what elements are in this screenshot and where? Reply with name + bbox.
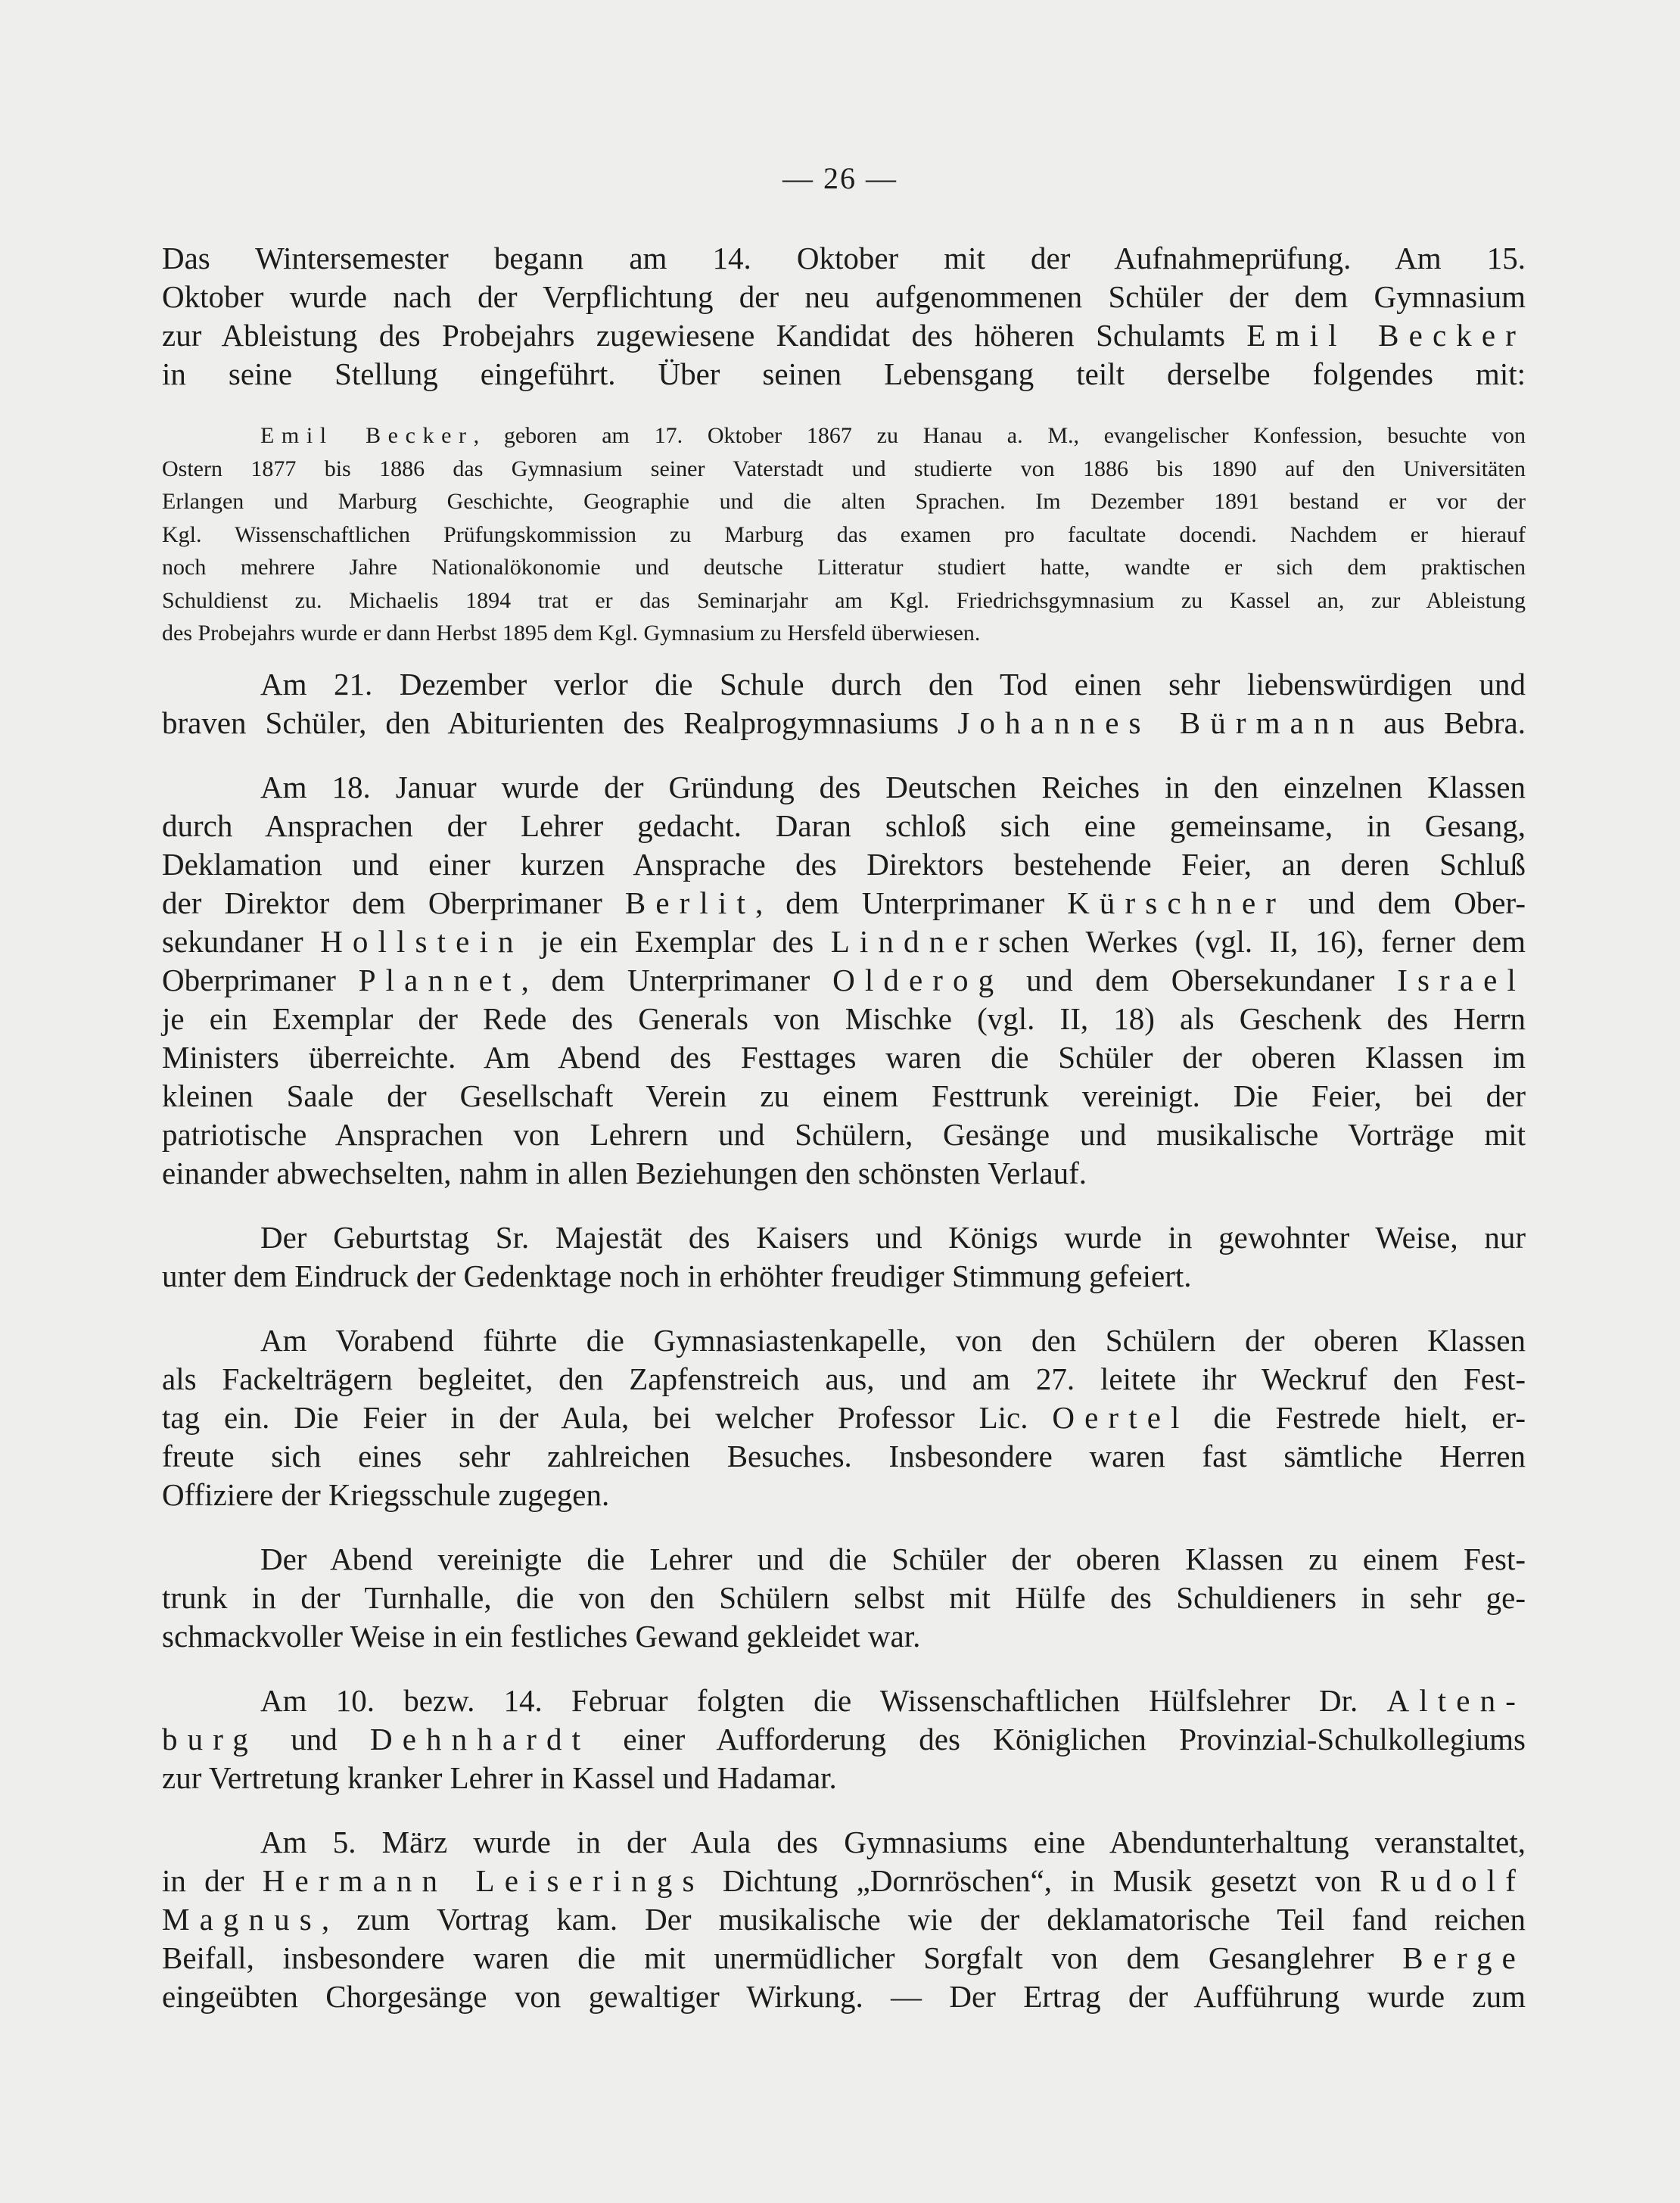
text-segment: Ministers überreichte. Am Abend des Festtages waren die Schüler der oberen Klassen im xyxy=(162,1039,1526,1075)
text-line xyxy=(162,1540,1526,1579)
text-line xyxy=(162,419,1526,453)
text-segment: zur Ableistung des Probejahrs zugewiesene Kandidat des höheren Schulamts xyxy=(162,318,1247,353)
text-line xyxy=(162,1154,1526,1193)
text-segment: Erlangen und Marburg Geschichte, Geographie und die alten Sprachen. Im Dezember 1891 bestand er vor der xyxy=(162,489,1526,514)
spaced-name: Rudolf xyxy=(1380,1862,1526,1898)
text-line xyxy=(162,239,1526,278)
text-segment: Beifall, insbesondere waren die mit unermüdlicher Sorgfalt von dem Gesanglehrer xyxy=(162,1940,1403,1975)
text-segment: patriotische Ansprachen von Lehrern und Schülern, Gesänge und musikalische Vorträge mit xyxy=(162,1116,1526,1152)
text-line xyxy=(162,1116,1526,1154)
text-line xyxy=(162,807,1526,845)
text-segment: Der Geburtstag Sr. Majestät des Kaisers und Königs wurde in gewohnter Weise, nur xyxy=(260,1219,1526,1255)
text-segment: , zum Vortrag kam. Der musikalische wie der deklamatorische Teil fand reichen xyxy=(321,1901,1526,1937)
text-line xyxy=(162,1823,1526,1862)
spaced-name: Hermann Leiserings xyxy=(262,1862,705,1898)
text-segment: Am 21. Dezember verlor die Schule durch den Tod einen sehr liebenswürdigen und xyxy=(260,666,1526,702)
text-line xyxy=(162,1862,1526,1900)
text-line xyxy=(162,1617,1526,1656)
text-segment: einer Aufforderung des Königlichen Provinzial-Schulkollegiums xyxy=(590,1721,1526,1756)
text-segment: Der Abend vereinigte die Lehrer und die Schüler der oberen Klassen zu einem Fest- xyxy=(260,1541,1526,1576)
text-segment: Das Wintersemester begann am 14. Oktober mit der Aufnahmeprüfung. Am 15. xyxy=(162,241,1526,275)
text-line xyxy=(162,1579,1526,1617)
text-line xyxy=(162,768,1526,807)
paragraph xyxy=(162,239,1526,394)
text-line xyxy=(162,1437,1526,1476)
text-segment: aus Bebra. xyxy=(1364,705,1526,740)
text-line xyxy=(162,453,1526,486)
text-segment: freute sich eines sehr zahlreichen Besuches. Insbesondere waren fast sämtliche Herren xyxy=(162,1438,1526,1473)
text-line xyxy=(162,961,1526,1000)
paragraph xyxy=(162,1682,1526,1797)
paragraph xyxy=(162,1540,1526,1656)
text-segment: unter dem Eindruck der Gedenktage noch in erhöhter freudiger Stimmung gefeiert. xyxy=(162,1258,1192,1293)
text-segment: des Probejahrs wurde er dann Herbst 1895 dem Kgl. Gymnasium zu Hersfeld überwiesen. xyxy=(162,621,981,646)
text-segment: schen Werkes (vgl. II, 16), ferner dem xyxy=(998,923,1526,959)
paragraph xyxy=(162,665,1526,742)
text-segment: sekundaner xyxy=(162,923,321,959)
text-segment: , dem Unterprimaner xyxy=(521,962,833,997)
text-line xyxy=(162,278,1526,316)
text-segment: schmackvoller Weise in ein festliches Gewand gekleidet war. xyxy=(162,1618,921,1654)
text-segment: und dem Obersekundaner xyxy=(1003,962,1398,997)
text-line xyxy=(162,1476,1526,1514)
text-line xyxy=(162,1720,1526,1759)
text-line xyxy=(162,845,1526,884)
spaced-name: Magnus xyxy=(162,1901,322,1937)
text-segment: der Direktor dem Oberprimaner xyxy=(162,885,625,920)
text-segment: eingeübten Chorgesänge von gewaltiger Wirkung. — Der Ertrag der Aufführung wurde zum xyxy=(162,1978,1526,2014)
text-line xyxy=(162,1399,1526,1437)
spaced-name: Oertel xyxy=(1052,1399,1190,1435)
text-segment: als Fackelträgern begleitet, den Zapfenstreich aus, und am 27. leitete ihr Weckruf den Fest- xyxy=(162,1361,1526,1396)
spaced-name: Emil Becker xyxy=(1246,318,1526,353)
text-segment: Oberprimaner xyxy=(162,962,359,997)
text-segment: tag ein. Die Feier in der Aula, bei welcher Professor Lic. xyxy=(162,1399,1053,1435)
spaced-name: Kürschner xyxy=(1067,885,1286,920)
text-segment: kleinen Saale der Gesellschaft Verein zu einem Festtrunk vereinigt. Die Feier, bei der xyxy=(162,1078,1526,1113)
text-segment: trunk in der Turnhalle, die von den Schülern selbst mit Hülfe des Schuldieners in sehr ge- xyxy=(162,1579,1526,1615)
text-segment: Schuldienst zu. Michaelis 1894 trat er das Seminarjahr am Kgl. Friedrichsgymnasium zu Kassel an, zur Ableistung xyxy=(162,587,1526,613)
text-line xyxy=(162,1939,1526,1977)
spaced-name: Israel xyxy=(1397,962,1526,997)
text-line xyxy=(162,923,1526,961)
spaced-name: Plannet xyxy=(358,962,521,997)
text-segment: Deklamation und einer kurzen Ansprache des Direktors bestehende Feier, an deren Schluß xyxy=(162,846,1526,882)
spaced-name: Hollstein xyxy=(320,923,524,959)
text-line xyxy=(162,584,1526,618)
text-line xyxy=(162,1977,1526,2016)
paragraph xyxy=(162,1823,1526,2016)
text-segment: je ein Exemplar des xyxy=(523,923,831,959)
spaced-name: Johannes Bürmann xyxy=(957,705,1365,740)
spaced-name: Lindner xyxy=(830,923,999,959)
text-segment: braven Schüler, den Abiturienten des Realprogymnasiums xyxy=(162,705,958,740)
text-segment: Dichtung „Dornröschen“, in Musik gesetzt von xyxy=(704,1862,1380,1898)
text-line xyxy=(162,1682,1526,1720)
text-line xyxy=(162,884,1526,923)
text-line xyxy=(162,1257,1526,1296)
page-number: — 26 — xyxy=(782,161,898,195)
text-line xyxy=(162,316,1526,355)
spaced-name: Dehnhardt xyxy=(369,1721,591,1756)
text-segment: in der xyxy=(162,1862,263,1898)
text-segment: Am 5. März wurde in der Aula des Gymnasiums eine Abendunterhaltung veranstaltet, xyxy=(260,1824,1526,1859)
text-segment: und dem Ober- xyxy=(1286,885,1526,920)
text-segment: zur Vertretung kranker Lehrer in Kassel und Hadamar. xyxy=(162,1760,837,1795)
text-segment: Oktober wurde nach der Verpflichtung der neu aufgenommenen Schüler der dem Gymnasium xyxy=(162,279,1526,314)
text-line xyxy=(162,485,1526,518)
text-line xyxy=(162,1759,1526,1797)
text-segment: in seine Stellung eingeführt. Über seinen Lebensgang teilt derselbe folgendes mit: xyxy=(162,356,1526,391)
spaced-name: Alten- xyxy=(1386,1682,1526,1718)
text-segment: Kgl. Wissenschaftlichen Prüfungskommission zu Marburg das examen pro facultate docendi. Nachdem er hierauf xyxy=(162,521,1526,547)
text-line xyxy=(162,665,1526,704)
text-line xyxy=(162,1038,1526,1077)
text-line xyxy=(162,1077,1526,1116)
text-line xyxy=(162,1218,1526,1257)
text-segment: Offiziere der Kriegsschule zugegen. xyxy=(162,1476,610,1512)
text-line xyxy=(162,1000,1526,1038)
text-line xyxy=(162,1360,1526,1399)
document-body xyxy=(162,239,1526,2016)
text-segment: durch Ansprachen der Lehrer gedacht. Daran schloß sich eine gemeinsame, in Gesang, xyxy=(162,807,1526,843)
text-line xyxy=(162,518,1526,552)
text-segment: Am 18. Januar wurde der Gründung des Deutschen Reiches in den einzelnen Klassen xyxy=(260,769,1526,804)
text-segment: je ein Exemplar der Rede des Generals von Mischke (vgl. II, 18) als Geschenk des Herrn xyxy=(162,1000,1526,1036)
spaced-name: Emil Becker xyxy=(260,423,474,448)
text-segment: noch mehrere Jahre Nationalökonomie und deutsche Litteratur studiert hatte, wandte er sich dem praktischen xyxy=(162,555,1526,580)
text-segment: Am Vorabend führte die Gymnasiastenkapelle, von den Schülern der oberen Klassen xyxy=(260,1322,1526,1358)
text-line xyxy=(162,1321,1526,1360)
text-line xyxy=(162,551,1526,584)
text-line xyxy=(162,1900,1526,1939)
paragraph xyxy=(162,1218,1526,1296)
spaced-name: Berlit xyxy=(624,885,755,920)
biography-paragraph xyxy=(162,419,1526,650)
text-segment: Ostern 1877 bis 1886 das Gymnasium seiner Vaterstadt und studierte von 1886 bis 1890 auf den Universitäten xyxy=(162,456,1526,481)
text-segment: und xyxy=(257,1721,370,1756)
spaced-name: burg xyxy=(162,1721,258,1756)
text-line xyxy=(162,704,1526,742)
text-line xyxy=(162,355,1526,394)
text-segment: , dem Unterprimaner xyxy=(754,885,1068,920)
text-segment: einander abwechselten, nahm in allen Beziehungen den schönsten Verlauf. xyxy=(162,1155,1087,1190)
paragraph xyxy=(162,768,1526,1193)
spaced-name: Olderog xyxy=(832,962,1004,997)
text-segment: , geboren am 17. Oktober 1867 zu Hanau a. M., evangelischer Konfession, besuchte von xyxy=(473,423,1526,448)
text-segment: die Festrede hielt, er- xyxy=(1189,1399,1526,1435)
spaced-name: Berge xyxy=(1402,1940,1526,1975)
text-line xyxy=(162,617,1526,650)
paragraph xyxy=(162,1321,1526,1514)
text-segment: Am 10. bezw. 14. Februar folgten die Wissenschaftlichen Hülfslehrer Dr. xyxy=(260,1682,1387,1718)
